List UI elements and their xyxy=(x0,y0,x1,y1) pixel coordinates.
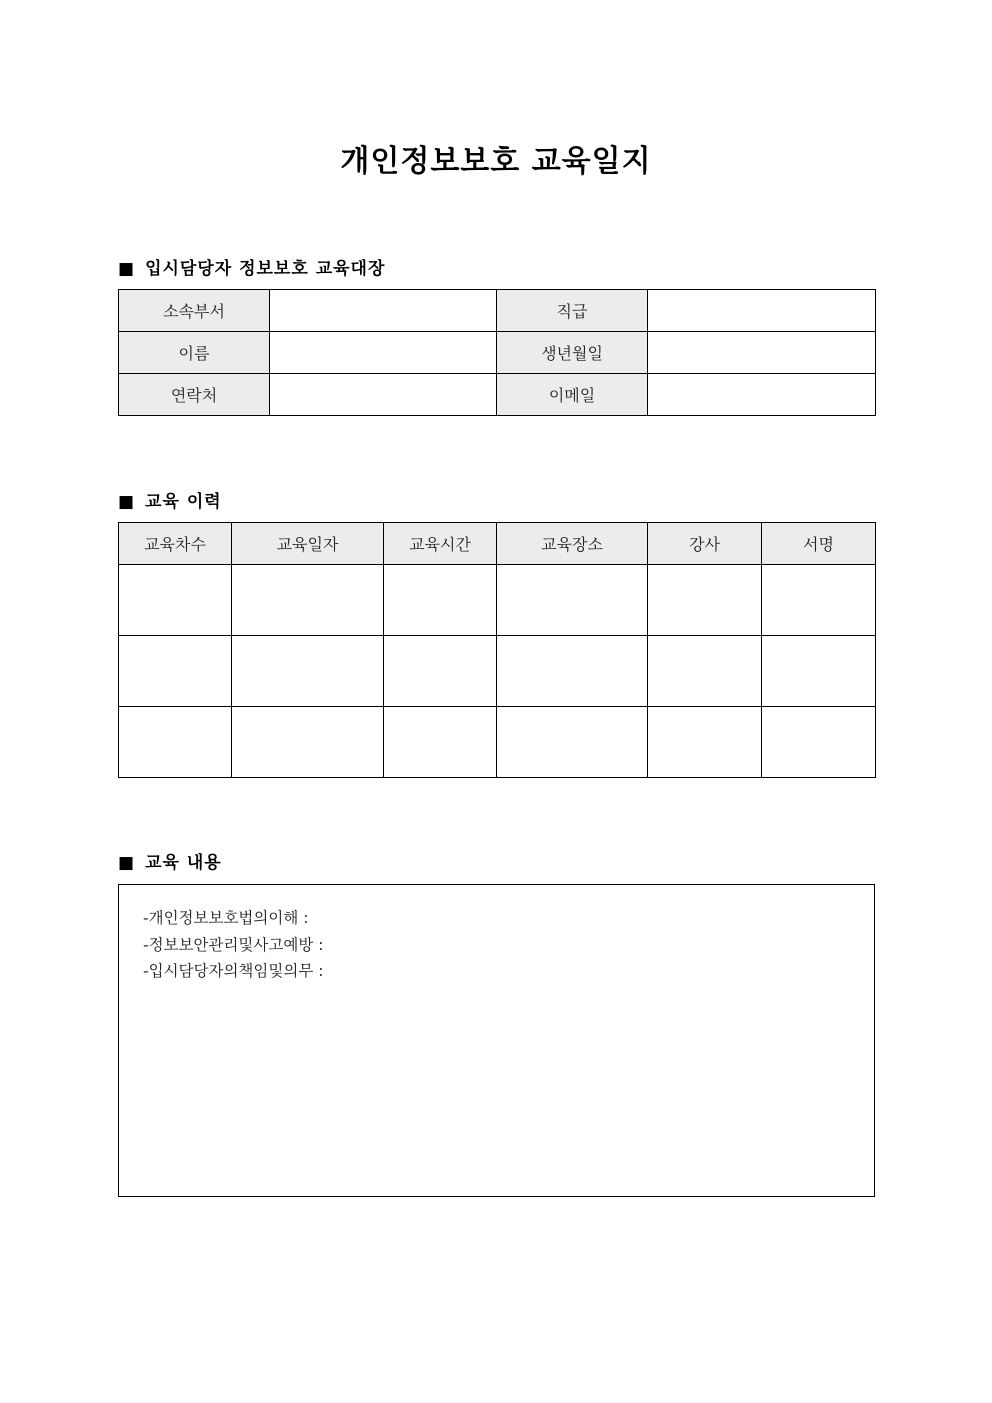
instructor-cell[interactable] xyxy=(648,565,762,636)
table-row xyxy=(119,374,876,416)
location-cell[interactable] xyxy=(497,636,648,707)
email-field[interactable] xyxy=(648,374,876,416)
header-session: 교육차수 xyxy=(119,523,232,565)
section-heading-content xyxy=(118,848,222,873)
time-cell[interactable] xyxy=(384,636,497,707)
section-heading-history-label: 교육 이력 xyxy=(145,492,222,512)
content-list xyxy=(143,905,323,985)
header-date: 교육일자 xyxy=(232,523,384,565)
section-heading-history xyxy=(118,487,222,512)
location-cell[interactable] xyxy=(497,707,648,778)
table-row xyxy=(119,636,876,707)
square-bullet-icon: ■ xyxy=(118,259,136,279)
table-row xyxy=(119,290,876,332)
date-cell[interactable] xyxy=(232,636,384,707)
content-line-security-management: -정보보안관리및사고예방 : xyxy=(143,935,324,954)
position-label: 직급 xyxy=(497,290,648,332)
content-line-responsibilities: -입시담당자의책임및의무 : xyxy=(143,962,324,980)
session-cell[interactable] xyxy=(119,707,232,778)
time-cell[interactable] xyxy=(384,565,497,636)
contact-label: 연락처 xyxy=(119,374,270,416)
section-heading-target-label: 입시담당자 정보보호 교육대장 xyxy=(145,259,386,279)
birthdate-label: 생년월일 xyxy=(497,332,648,374)
target-info-table xyxy=(118,289,876,416)
time-cell[interactable] xyxy=(384,707,497,778)
header-location: 교육장소 xyxy=(497,523,648,565)
name-field[interactable] xyxy=(270,332,497,374)
location-cell[interactable] xyxy=(497,565,648,636)
square-bullet-icon: ■ xyxy=(118,853,136,873)
header-time: 교육시간 xyxy=(384,523,497,565)
document-title: 개인정보보호 교육일지 xyxy=(340,144,652,179)
position-field[interactable] xyxy=(648,290,876,332)
department-field[interactable] xyxy=(270,290,497,332)
signature-cell[interactable] xyxy=(762,707,876,778)
instructor-cell[interactable] xyxy=(648,707,762,778)
header-instructor: 강사 xyxy=(648,523,762,565)
contact-field[interactable] xyxy=(270,374,497,416)
table-row xyxy=(119,707,876,778)
instructor-cell[interactable] xyxy=(648,636,762,707)
table-row xyxy=(119,565,876,636)
name-label: 이름 xyxy=(119,332,270,374)
birthdate-field[interactable] xyxy=(648,332,876,374)
session-cell[interactable] xyxy=(119,636,232,707)
square-bullet-icon: ■ xyxy=(118,492,136,512)
signature-cell[interactable] xyxy=(762,636,876,707)
date-cell[interactable] xyxy=(232,565,384,636)
email-label: 이메일 xyxy=(497,374,648,416)
date-cell[interactable] xyxy=(232,707,384,778)
content-line-privacy-law: -개인정보보호법의이해 : xyxy=(143,909,309,927)
education-history-table xyxy=(118,522,876,778)
session-cell[interactable] xyxy=(119,565,232,636)
education-content-box[interactable] xyxy=(118,884,875,1197)
header-signature: 서명 xyxy=(762,523,876,565)
table-header-row xyxy=(119,523,876,565)
table-row xyxy=(119,332,876,374)
department-label: 소속부서 xyxy=(119,290,270,332)
section-heading-target xyxy=(118,254,385,279)
section-heading-content-label: 교육 내용 xyxy=(145,853,222,873)
signature-cell[interactable] xyxy=(762,565,876,636)
